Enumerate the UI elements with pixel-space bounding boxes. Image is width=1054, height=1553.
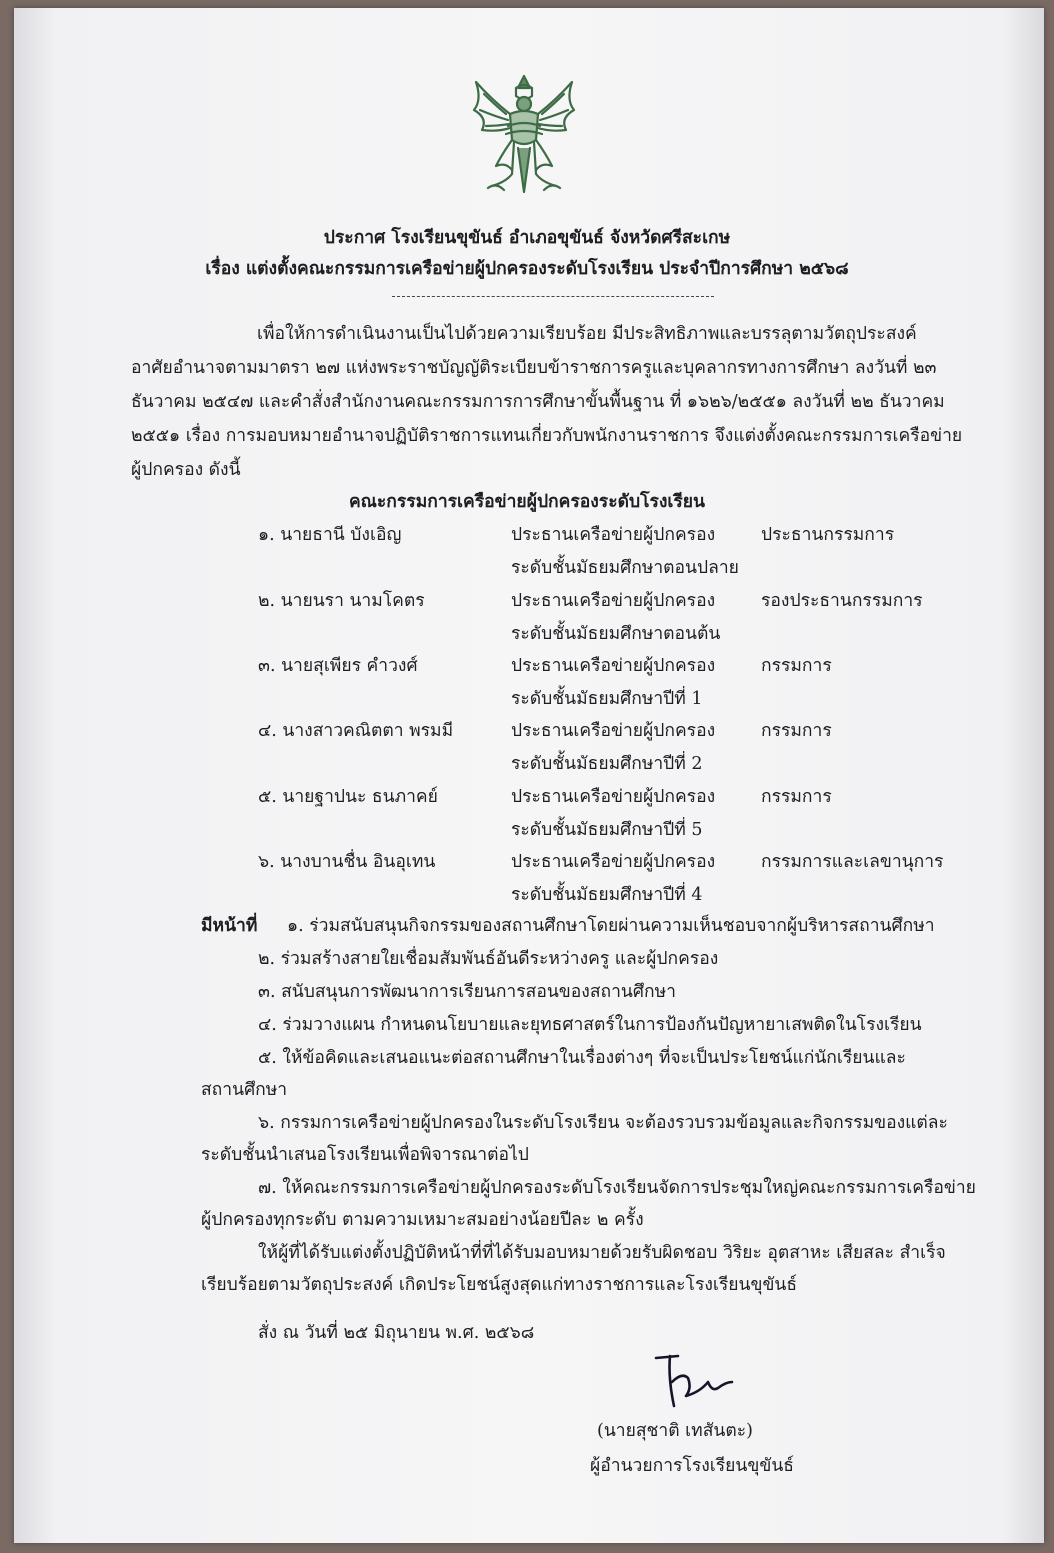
member-name: ๑. นายธานี บังเอิญ <box>258 525 402 545</box>
member-name: ๔. นางสาวคณิตตา พรมมี <box>258 721 454 741</box>
member-position-level: ระดับชั้นมัธยมศึกษาปีที่ 4 <box>511 885 703 905</box>
member-role: ประธานกรรมการ <box>761 525 895 545</box>
member-position: ประธานเครือข่ายผู้ปกครอง <box>511 591 716 611</box>
member-position: ประธานเครือข่ายผู้ปกครอง <box>511 656 716 676</box>
member-position: ประธานเครือข่ายผู้ปกครอง <box>511 852 716 872</box>
member-role: กรรมการและเลขานุการ <box>761 852 944 872</box>
duty-item: ๔. ร่วมวางแผน กำหนดนโยบายและยุทธศาสตร์ในการป้องกันปัญหายาเสพติดในโรงเรียน <box>258 1015 922 1035</box>
closing-line: ให้ผู้ที่ได้รับแต่งตั้งปฏิบัติหน้าที่ที่ได้รับมอบหมายด้วยรับผิดชอบ วิริยะ อุตสาหะ เสียสละ สำเร็จ <box>258 1243 946 1263</box>
duty-item-continuation: สถานศึกษา <box>201 1080 288 1100</box>
member-position-level: ระดับชั้นมัธยมศึกษาตอนปลาย <box>511 558 739 578</box>
member-position-level: ระดับชั้นมัธยมศึกษาปีที่ 1 <box>511 689 703 709</box>
closing-line: เรียบร้อยตามวัตถุประสงค์ เกิดประโยชน์สูงสุดแก่ทางราชการและโรงเรียนขุขันธ์ <box>201 1275 798 1295</box>
duty-item-continuation: ผู้ปกครองทุกระดับ ตามความเหมาะสมอย่างน้อยปีละ ๒ ครั้ง <box>201 1210 644 1230</box>
signatory-position: ผู้อำนวยการโรงเรียนขุขันธ์ <box>590 1456 794 1476</box>
member-name: ๒. นายนรา นามโคตร <box>258 591 425 611</box>
member-position-level: ระดับชั้นมัธยมศึกษาปีที่ 5 <box>511 820 703 840</box>
member-position-level: ระดับชั้นมัธยมศึกษาตอนต้น <box>511 624 721 644</box>
duty-item: ๑. ร่วมสนับสนุนกิจกรรมของสถานศึกษาโดยผ่านความเห็นชอบจากผู้บริหารสถานศึกษา <box>287 916 935 936</box>
member-role: กรรมการ <box>761 787 832 807</box>
signature-icon <box>648 1352 734 1410</box>
member-position: ประธานเครือข่ายผู้ปกครอง <box>511 787 716 807</box>
duty-item: ๗. ให้คณะกรรมการเครือข่ายผู้ปกครองระดับโรงเรียนจัดการประชุมใหญ่คณะกรรมการเครือข่าย <box>258 1178 976 1198</box>
intro-line: ผู้ปกครอง ดังนี้ <box>131 460 241 480</box>
intro-line: เพื่อให้การดำเนินงานเป็นไปด้วยความเรียบร้อย มีประสิทธิภาพและบรรลุตามวัตถุประสงค์ <box>257 324 917 344</box>
duty-item: ๒. ร่วมสร้างสายใยเชื่อมสัมพันธ์อันดีระหว่างครู และผู้ปกครอง <box>258 949 719 969</box>
intro-line: อาศัยอำนาจตามมาตรา ๒๗ แห่งพระราชบัญญัติระเบียบข้าราชการครูและบุคลากรทางการศึกษา ลงวันที่ ๒๓ <box>131 358 937 378</box>
duties-label: มีหน้าที่ <box>201 916 258 936</box>
header-title-1: ประกาศ โรงเรียนขุขันธ์ อำเภอขุขันธ์ จังหวัดศรีสะเกษ <box>323 228 731 248</box>
garuda-emblem-icon <box>466 70 582 200</box>
member-role: กรรมการ <box>761 656 832 676</box>
member-name: ๖. นางบานชื่น อินอุเทน <box>258 852 436 872</box>
intro-line: ธันวาคม ๒๕๔๗ และคำสั่งสำนักงานคณะกรรมการการศึกษาขั้นพื้นฐาน ที่ ๑๖๒๖/๒๕๕๑ ลงวันที่ ๒๒ ธันวาคม <box>131 392 945 412</box>
member-position: ประธานเครือข่ายผู้ปกครอง <box>511 721 716 741</box>
duty-item: ๖. กรรมการเครือข่ายผู้ปกครองในระดับโรงเรียน จะต้องรวบรวมข้อมูลและกิจกรรมของแต่ละ <box>258 1113 948 1133</box>
signatory-name: (นายสุชาติ เทสันตะ) <box>597 1421 753 1441</box>
intro-line: ๒๕๕๑ เรื่อง การมอบหมายอำนาจปฏิบัติราชการแทนเกี่ยวกับพนักงานราชการ จึงแต่งตั้งคณะกรรมการเครือข่าย <box>131 426 963 446</box>
committee-heading: คณะกรรมการเครือข่ายผู้ปกครองระดับโรงเรียน <box>348 492 706 512</box>
member-role: รองประธานกรรมการ <box>761 591 923 611</box>
header-title-2: เรื่อง แต่งตั้งคณะกรรมการเครือข่ายผู้ปกครองระดับโรงเรียน ประจำปีการศึกษา ๒๕๖๘ <box>205 259 849 279</box>
duty-item-continuation: ระดับชั้นนำเสนอโรงเรียนเพื่อพิจารณาต่อไป <box>201 1145 529 1165</box>
title-separator <box>392 296 714 297</box>
member-position-level: ระดับชั้นมัธยมศึกษาปีที่ 2 <box>511 754 703 774</box>
member-name: ๕. นายฐาปนะ ธนภาคย์ <box>258 787 438 807</box>
member-name: ๓. นายสุเพียร คำวงศ์ <box>258 656 418 676</box>
member-role: กรรมการ <box>761 721 832 741</box>
issue-date: สั่ง ณ วันที่ ๒๕ มิถุนายน พ.ศ. ๒๕๖๘ <box>258 1323 535 1343</box>
duty-item: ๕. ให้ข้อคิดและเสนอแนะต่อสถานศึกษาในเรื่องต่างๆ ที่จะเป็นประโยชน์แก่นักเรียนและ <box>258 1048 906 1068</box>
duty-item: ๓. สนับสนุนการพัฒนาการเรียนการสอนของสถานศึกษา <box>258 982 676 1002</box>
member-position: ประธานเครือข่ายผู้ปกครอง <box>511 525 716 545</box>
